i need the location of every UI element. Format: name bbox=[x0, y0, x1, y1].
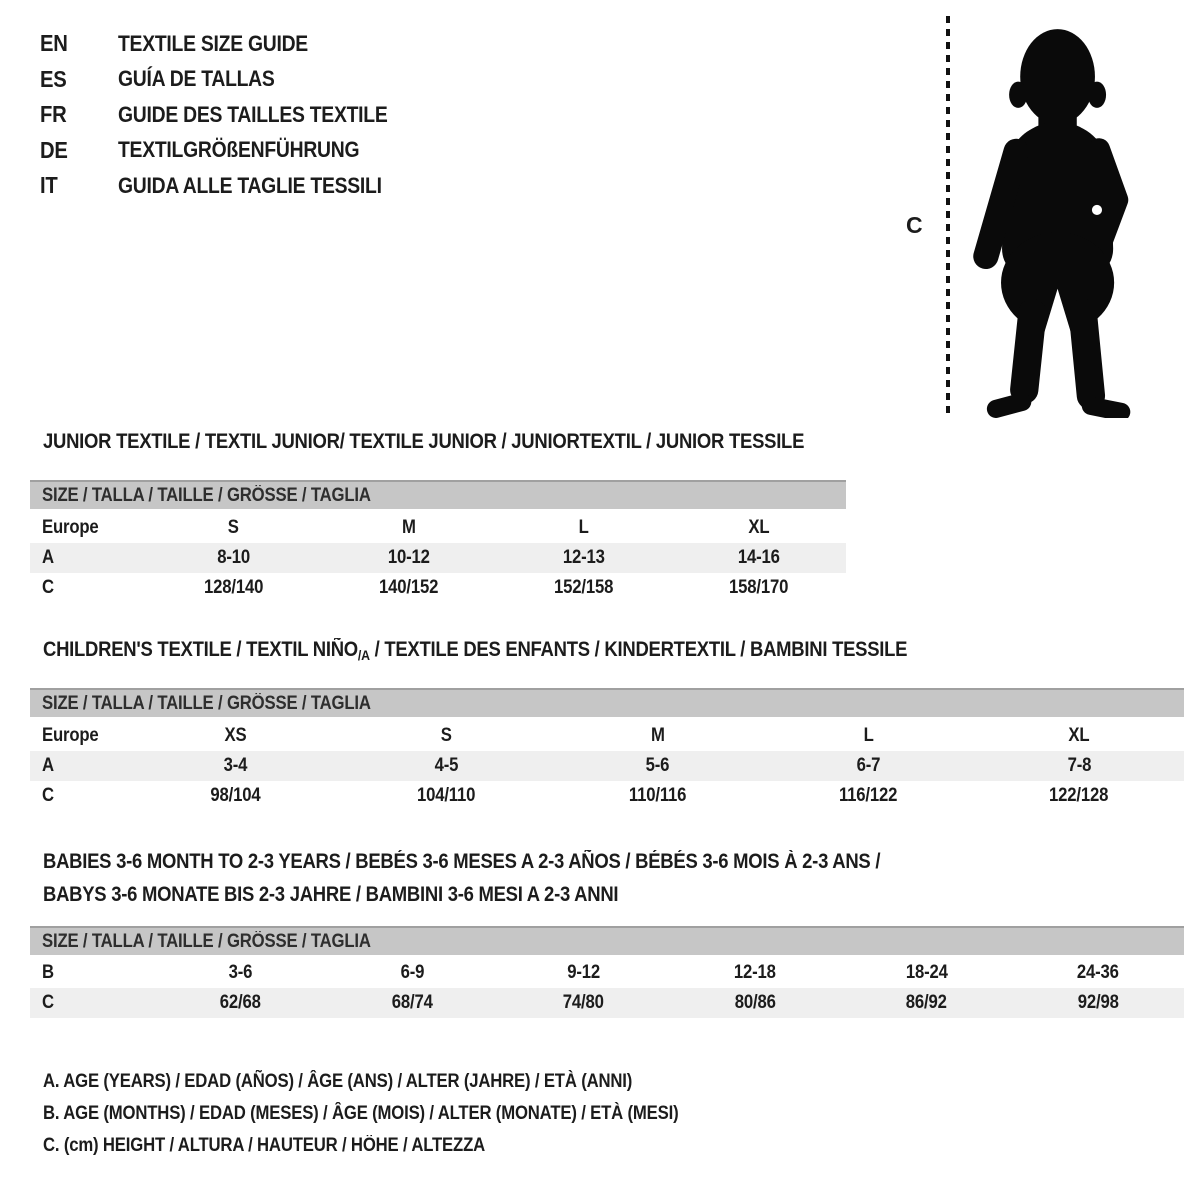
junior-region-label: Europe bbox=[42, 516, 99, 538]
size-cell: S bbox=[440, 724, 452, 746]
lang-title-fr: GUIDE DES TAILLES TEXTILE bbox=[118, 101, 388, 127]
lang-row-de bbox=[40, 133, 424, 169]
junior-age-row bbox=[30, 543, 846, 573]
lang-code-de: DE bbox=[40, 136, 68, 163]
row-label: A bbox=[42, 547, 54, 568]
value-cell: 8-10 bbox=[217, 547, 250, 568]
junior-header-row bbox=[30, 512, 846, 543]
row-label: A bbox=[42, 755, 54, 776]
language-header bbox=[40, 26, 424, 204]
lang-code-es: ES bbox=[40, 65, 67, 92]
lang-title-es: GUÍA DE TALLAS bbox=[118, 66, 275, 92]
size-cell: M bbox=[650, 724, 665, 746]
row-label: C bbox=[42, 785, 54, 806]
size-cell: L bbox=[863, 724, 874, 746]
value-cell: 68/74 bbox=[391, 992, 433, 1013]
row-label: B bbox=[42, 962, 54, 983]
value-cell: 18-24 bbox=[905, 962, 948, 983]
children-section-title: CHILDREN'S TEXTILE / TEXTIL NIÑO/A / TEXTILE DES ENFANTS / KINDERTEXTIL / BAMBINI TESSILE bbox=[43, 638, 908, 663]
legend-height-cm: C. (cm) HEIGHT / ALTURA / HAUTEUR / HÖHE / ALTEZZA bbox=[43, 1135, 486, 1156]
value-cell: 14-16 bbox=[737, 547, 780, 568]
value-cell: 92/98 bbox=[1077, 992, 1119, 1013]
size-cell: L bbox=[578, 516, 589, 538]
value-cell: 10-12 bbox=[387, 547, 430, 568]
value-cell: 158/170 bbox=[728, 577, 789, 598]
lang-code-it: IT bbox=[40, 172, 58, 199]
size-cell: XL bbox=[747, 516, 770, 538]
value-cell: 128/140 bbox=[203, 577, 264, 598]
value-cell: 24-36 bbox=[1077, 962, 1119, 983]
value-cell: 74/80 bbox=[563, 992, 604, 1013]
value-cell: 116/122 bbox=[839, 785, 898, 806]
value-cell: 5-6 bbox=[645, 755, 670, 776]
nino-a-subscript: /A bbox=[357, 647, 370, 663]
junior-height-row bbox=[30, 573, 846, 603]
value-cell: 152/158 bbox=[553, 577, 614, 598]
value-cell: 6-9 bbox=[400, 962, 424, 983]
babies-months-row bbox=[30, 958, 1184, 988]
value-cell: 80/86 bbox=[734, 992, 776, 1013]
babies-size-header-bar: SIZE / TALLA / TAILLE / GRÖSSE / TAGLIA bbox=[30, 926, 1184, 955]
row-label: C bbox=[42, 577, 54, 598]
value-cell: 98/104 bbox=[210, 785, 261, 806]
measure-legend bbox=[43, 1066, 765, 1162]
value-cell: 62/68 bbox=[219, 992, 261, 1013]
size-cell: XL bbox=[1068, 724, 1090, 746]
lang-title-de: TEXTILGRÖßENFÜHRUNG bbox=[118, 137, 360, 163]
value-cell: 12-18 bbox=[734, 962, 776, 983]
babies-height-row bbox=[30, 988, 1184, 1018]
size-cell: S bbox=[227, 516, 239, 538]
size-cell: XS bbox=[224, 724, 247, 746]
value-cell: 110/116 bbox=[628, 785, 687, 806]
children-height-row bbox=[30, 781, 1184, 811]
children-size-header-bar: SIZE / TALLA / TAILLE / GRÖSSE / TAGLIA bbox=[30, 688, 1184, 717]
height-measure-label: C bbox=[906, 212, 923, 238]
lang-row-it bbox=[40, 168, 424, 204]
value-cell: 12-13 bbox=[562, 547, 605, 568]
value-cell: 3-6 bbox=[228, 962, 252, 983]
value-cell: 7-8 bbox=[1067, 755, 1091, 776]
toddler-silhouette bbox=[962, 14, 1137, 418]
value-cell: 122/128 bbox=[1049, 785, 1109, 806]
lang-row-fr bbox=[40, 97, 424, 133]
lang-code-en: EN bbox=[40, 30, 68, 57]
value-cell: 6-7 bbox=[856, 755, 881, 776]
junior-section-title: JUNIOR TEXTILE / TEXTIL JUNIOR/ TEXTILE JUNIOR / JUNIORTEXTIL / JUNIOR TESSILE bbox=[43, 430, 805, 453]
lang-row-en bbox=[40, 26, 424, 62]
children-size-table bbox=[30, 688, 1184, 811]
lang-code-fr: FR bbox=[40, 101, 67, 128]
lang-title-en: TEXTILE SIZE GUIDE bbox=[118, 30, 308, 56]
children-region-label: Europe bbox=[42, 724, 99, 746]
babies-section-title: BABIES 3-6 MONTH TO 2-3 YEARS / BEBÉS 3-6 MESES A 2-3 AÑOS / BÉBÉS 3-6 MOIS À 2-3 ANS / BABYS 3-6 MONATE BIS 2-3 JAHRE / BAMBINI 3-6 MESI A 2-3 ANNI bbox=[43, 850, 881, 906]
lang-title-it: GUIDA ALLE TAGLIE TESSILI bbox=[118, 172, 382, 198]
junior-size-header-bar: SIZE / TALLA / TAILLE / GRÖSSE / TAGLIA bbox=[30, 480, 846, 509]
value-cell: 104/110 bbox=[417, 785, 476, 806]
row-label: C bbox=[42, 992, 54, 1013]
legend-age-months: B. AGE (MONTHS) / EDAD (MESES) / ÂGE (MOIS) / ALTER (MONATE) / ETÀ (MESI) bbox=[43, 1103, 679, 1124]
junior-table bbox=[30, 512, 846, 603]
children-header-row bbox=[30, 720, 1184, 751]
size-cell: M bbox=[401, 516, 416, 538]
children-table bbox=[30, 720, 1184, 811]
height-measure-dashed-line bbox=[946, 16, 950, 416]
babies-size-table bbox=[30, 926, 1184, 1018]
value-cell: 86/92 bbox=[906, 992, 947, 1013]
value-cell: 3-4 bbox=[223, 755, 248, 776]
legend-age-years: A. AGE (YEARS) / EDAD (AÑOS) / ÂGE (ANS) / ALTER (JAHRE) / ETÀ (ANNI) bbox=[43, 1071, 633, 1092]
lang-row-es bbox=[40, 62, 424, 98]
babies-table bbox=[30, 958, 1184, 1018]
value-cell: 9-12 bbox=[567, 962, 600, 983]
children-age-row bbox=[30, 751, 1184, 781]
value-cell: 4-5 bbox=[434, 755, 459, 776]
junior-size-table bbox=[30, 480, 846, 603]
value-cell: 140/152 bbox=[378, 577, 439, 598]
